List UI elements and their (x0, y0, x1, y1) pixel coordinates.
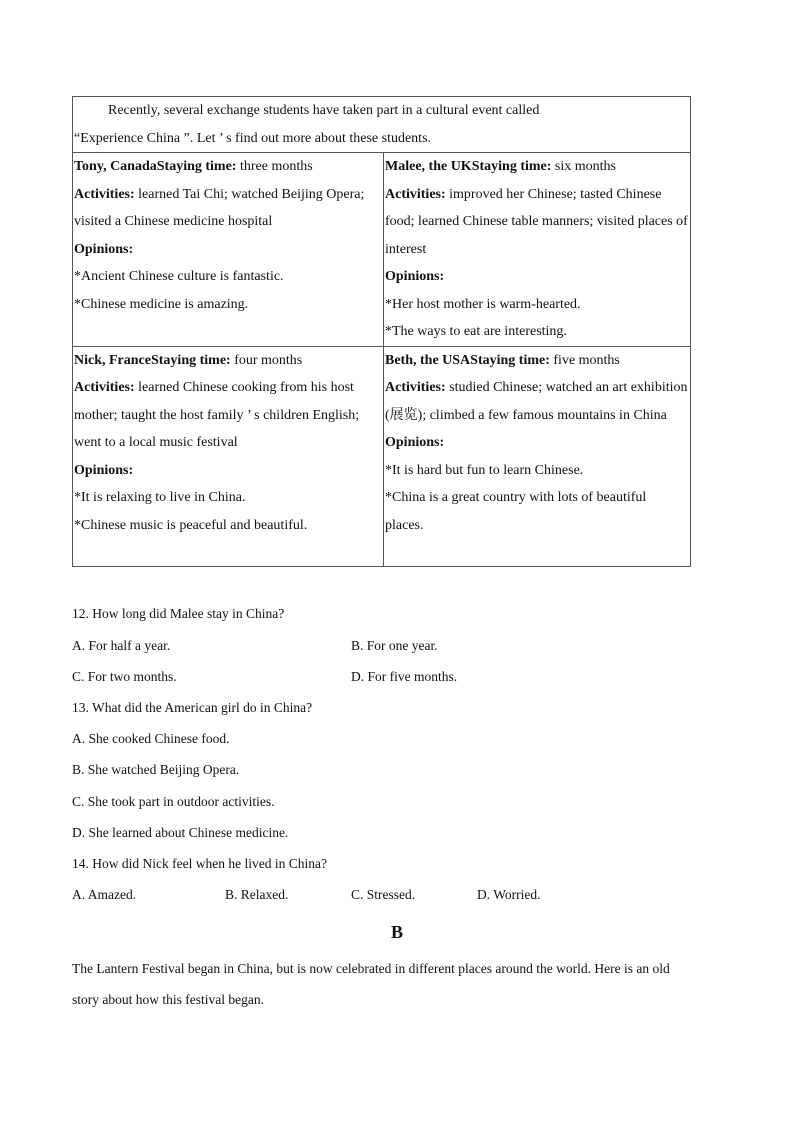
opinion-2: *The ways to eat are interesting. (385, 324, 567, 339)
option-12-b[interactable]: B. For one year. (351, 638, 438, 653)
opinions-label: Opinions: (74, 462, 134, 478)
opinions-label: Opinions: (74, 241, 134, 257)
option-14-d[interactable]: D. Worried. (477, 887, 541, 902)
option-14-c[interactable]: C. Stressed. (351, 887, 416, 902)
student-header: Nick, France (74, 352, 151, 368)
question-number: 13. (72, 700, 89, 715)
option-13-c[interactable]: C. She took part in outdoor activities. (72, 794, 275, 809)
staying-label: Staying time: (150, 352, 231, 368)
activities-value: learned Tai Chi; watched Beijing Opera; visited a Chinese medicine hospital (74, 186, 365, 229)
opinion-1: *It is relaxing to live in China. (74, 490, 246, 505)
student-card-malee (384, 153, 691, 347)
option-13-a[interactable]: A. She cooked Chinese food. (72, 731, 230, 746)
staying-value: six months (551, 159, 616, 174)
activities-value: studied Chinese; watched an art exhibition (展览); climbed a few famous mountains in China (385, 380, 688, 423)
intro-line-2: “Experience China ”. Let ’ s find out more about these students. (74, 130, 432, 146)
question-12 (72, 606, 284, 622)
opinion-2: *China is a great country with lots of beautiful places. (385, 490, 647, 533)
option-12-d[interactable]: D. For five months. (351, 669, 458, 684)
activities-label: Activities: (385, 186, 446, 202)
question-text: How did Nick feel when he lived in China? (88, 856, 327, 871)
option-14-b[interactable]: B. Relaxed. (225, 887, 289, 902)
student-header: Tony, Canada (74, 159, 157, 174)
option-13-b[interactable]: B. She watched Beijing Opera. (72, 762, 240, 777)
staying-label: Staying time: (156, 159, 237, 174)
student-card-nick (73, 346, 384, 566)
question-14 (72, 856, 327, 872)
opinion-1: *Her host mother is warm-hearted. (385, 296, 581, 312)
opinions-label: Opinions: (385, 435, 445, 450)
opinion-2: *Chinese music is peaceful and beautiful. (74, 517, 308, 533)
staying-value: four months (230, 352, 303, 368)
question-number: 12. (72, 606, 89, 621)
question-text: How long did Malee stay in China? (88, 606, 285, 621)
opinion-2: *Chinese medicine is amazing. (74, 296, 249, 312)
opinion-1: *Ancient Chinese culture is fantastic. (74, 269, 284, 284)
section-b-paragraph-line-2: story about how this festival began. (72, 992, 264, 1007)
question-text: What did the American girl do in China? (88, 700, 313, 715)
activities-label: Activities: (74, 186, 135, 202)
option-14-a[interactable]: A. Amazed. (72, 887, 137, 902)
option-12-a[interactable]: A. For half a year. (72, 638, 171, 653)
intro-line-1: Recently, several exchange students have taken part in a cultural event called (108, 103, 540, 118)
option-12-c[interactable]: C. For two months. (72, 669, 177, 684)
table-intro (73, 97, 691, 153)
student-header: Malee, the UK (385, 159, 472, 174)
student-card-beth (384, 346, 691, 566)
opinion-1: *It is hard but fun to learn Chinese. (385, 462, 584, 478)
staying-label: Staying time: (471, 159, 552, 174)
section-heading: B (390, 922, 403, 942)
section-b-paragraph-line-1: The Lantern Festival began in China, but is now celebrated in different places around the world. Here is an old (72, 961, 670, 976)
opinions-label: Opinions: (385, 269, 445, 284)
staying-label: Staying time: (470, 352, 550, 368)
question-13 (72, 700, 312, 716)
question-number: 14. (72, 856, 89, 871)
option-13-d[interactable]: D. She learned about Chinese medicine. (72, 825, 289, 840)
student-header: Beth, the USA (385, 352, 471, 368)
exchange-students-table (72, 96, 691, 567)
staying-value: three months (236, 159, 313, 174)
staying-value: five months (549, 352, 620, 368)
activities-value: learned Chinese cooking from his host mother; taught the host family ’ s children English; went to a local music festival (74, 380, 360, 450)
activities-value: improved her Chinese; tasted Chinese food; learned Chinese table manners; visited places of interest (385, 186, 688, 257)
activities-label: Activities: (74, 380, 135, 395)
activities-label: Activities: (385, 380, 446, 395)
student-card-tony (73, 153, 384, 347)
